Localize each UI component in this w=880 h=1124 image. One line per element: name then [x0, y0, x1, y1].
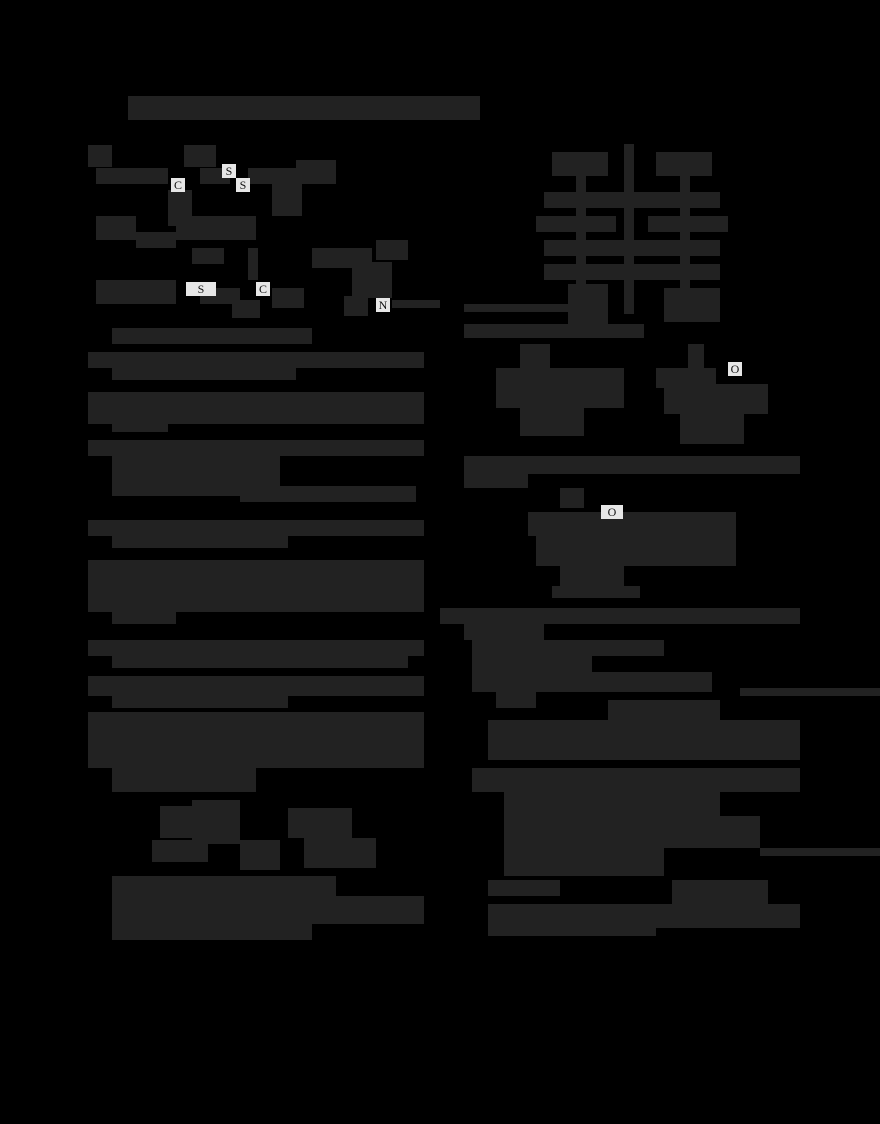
atom-label-oxygen: O	[601, 505, 623, 519]
atom-label-sulfur: S	[222, 164, 236, 178]
leader-line	[760, 848, 880, 856]
atom-label-sulfur: S	[236, 178, 250, 192]
atom-label-carbon: C	[256, 282, 270, 296]
atom-label-nitrogen: N	[376, 298, 390, 312]
atom-label-carbon: C	[171, 178, 185, 192]
page-title	[128, 96, 480, 120]
leader-line	[740, 688, 880, 696]
atom-label-oxygen: O	[728, 362, 742, 376]
atom-label-sulfur: S	[186, 282, 216, 296]
